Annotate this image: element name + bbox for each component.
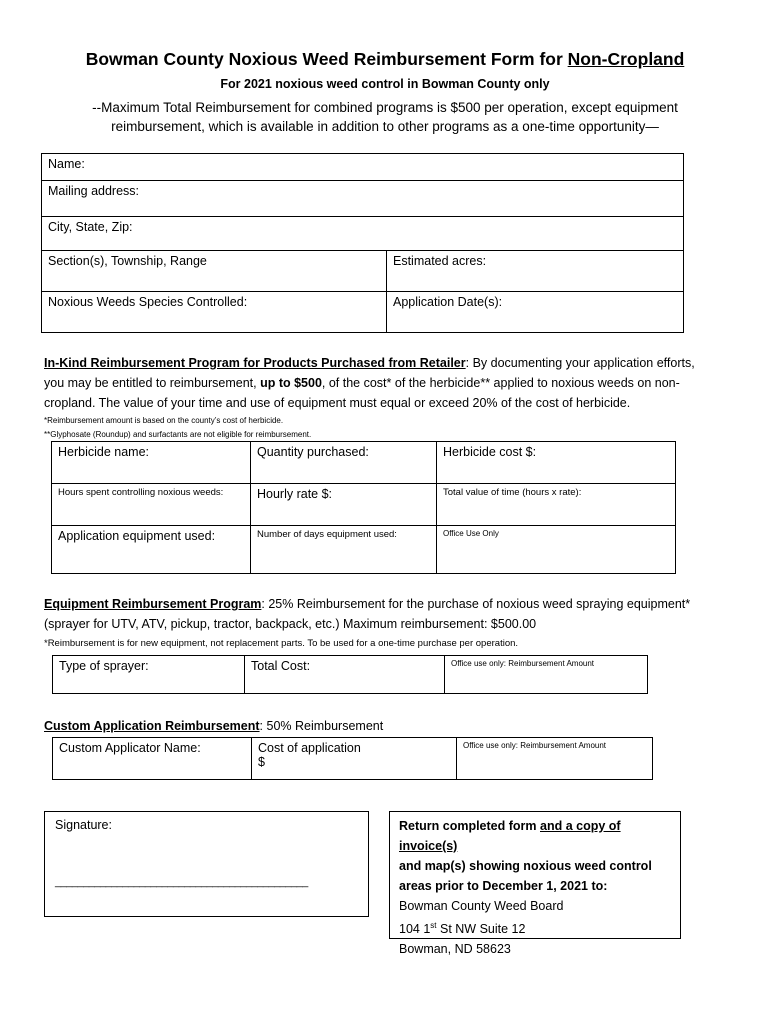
herbicide-name-field[interactable]: Herbicide name: — [52, 442, 251, 484]
custom-applicator-name-field[interactable]: Custom Applicator Name: — [53, 738, 252, 780]
applicant-info-table — [41, 153, 684, 333]
quantity-purchased-field[interactable]: Quantity purchased: — [251, 442, 437, 484]
equipment-days-field[interactable]: Number of days equipment used: — [251, 526, 437, 574]
max-reimbursement-note: --Maximum Total Reimbursement for combined programs is $500 per operation, except equipment reimbursement, which is available in addition to other programs as a one-time opportunity— — [92, 100, 678, 134]
hourly-rate-field[interactable]: Hourly rate $: — [251, 484, 437, 526]
equipment-table — [52, 655, 648, 694]
herbicide-cost-field[interactable]: Herbicide cost $: — [437, 442, 676, 484]
city-state-zip-field[interactable]: City, State, Zip: — [42, 217, 684, 251]
hours-spent-field[interactable]: Hours spent controlling noxious weeds: — [52, 484, 251, 526]
weed-species-field[interactable]: Noxious Weeds Species Controlled: — [42, 292, 387, 333]
total-time-value-field[interactable]: Total value of time (hours x rate): — [437, 484, 676, 526]
weed-board-name: Bowman County Weed Board — [399, 899, 564, 913]
inkind-table — [51, 441, 676, 574]
page-title: Bowman County Noxious Weed Reimbursement Form for Non-Cropland — [85, 49, 685, 69]
return-instructions-box: Return completed form and a copy of invoice(s) and map(s) showing noxious weed control areas prior to December 1, 2021 to: Bowman County Weed Board 104 1st St NW Suite 12 Bowman, ND 58623 — [389, 811, 681, 939]
custom-table — [52, 737, 653, 780]
signature-box[interactable] — [44, 811, 369, 917]
application-cost-field[interactable]: Cost of application $ — [252, 738, 457, 780]
office-use-only-cell: Office Use Only — [437, 526, 676, 574]
custom-description: Custom Application Reimbursement: 50% Reimbursement — [44, 719, 384, 733]
sprayer-type-field[interactable]: Type of sprayer: — [53, 656, 245, 694]
equipment-footnote: *Reimbursement is for new equipment, not replacement parts. To be used for a one-time purchase per operation. — [44, 638, 519, 649]
weed-board-city: Bowman, ND 58623 — [399, 942, 511, 957]
custom-office-use-cell: Office use only: Reimbursement Amount — [457, 738, 653, 780]
mailing-address-field[interactable]: Mailing address: — [42, 181, 684, 217]
section-township-range-field[interactable]: Section(s), Township, Range — [42, 251, 387, 292]
name-field[interactable]: Name: — [42, 154, 684, 181]
page-subtitle: For 2021 noxious weed control in Bowman County only — [220, 77, 550, 91]
application-dates-field[interactable]: Application Date(s): — [387, 292, 684, 333]
inkind-description: In-Kind Reimbursement Program for Products Purchased from Retailer: By documenting your application efforts, you may be entitled to reimbursement, up to $500, of the cost* of the herbicide** applied to noxious weeds on non- cropland. The value of your time and use of equipment must equal or exceed 20% of the cost of herbicide. — [44, 356, 695, 410]
signature-line: _____________________________________________ — [55, 876, 308, 888]
weed-board-street: 104 1st St NW Suite 12 — [399, 921, 526, 937]
inkind-footnote-1: *Reimbursement amount is based on the county’s cost of herbicide. — [44, 416, 284, 425]
total-cost-field[interactable]: Total Cost: — [245, 656, 445, 694]
application-equipment-field[interactable]: Application equipment used: — [52, 526, 251, 574]
estimated-acres-field[interactable]: Estimated acres: — [387, 251, 684, 292]
inkind-footnote-2: **Glyphosate (Roundup) and surfactants are not eligible for reimbursement. — [44, 430, 312, 439]
equipment-office-use-cell: Office use only: Reimbursement Amount — [445, 656, 648, 694]
signature-label: Signature: — [55, 818, 112, 832]
equipment-description: Equipment Reimbursement Program: 25% Reimbursement for the purchase of noxious weed spraying equipment* (sprayer for UTV, ATV, pickup, tractor, backpack, etc.) Maximum reimbursement: $500.00 — [44, 597, 691, 631]
